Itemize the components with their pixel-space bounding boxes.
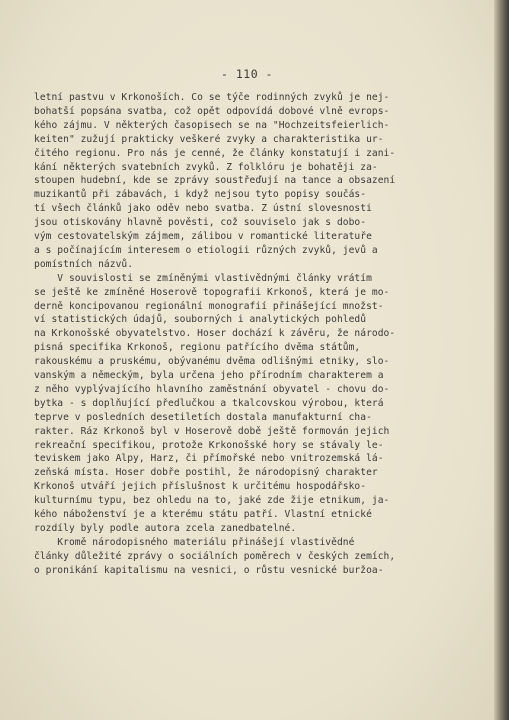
text-line: ví statistických údajů, souborných i analytických pohledů — [34, 314, 367, 326]
text-line: bytka - s doplňující předlučkou a tkalcovskou výrobou, která — [34, 397, 384, 409]
text-line: muzikantů při zábavách, i když nejsou tyto popisy součás- — [34, 189, 367, 201]
text-line: vanským a německým, byla určena jeho přírodním charakterem a — [34, 370, 384, 381]
text-line: kého zájmu. V některých časopisech se na "Hochzeitsfeierlich- — [34, 119, 390, 131]
text-line: Krkonoš utváří jejich příslušnost k určitému hospodářsko- — [34, 481, 367, 493]
text-line: teviskem jako Alpy, Harz, či přímořské nebo vnitrozemská lá- — [34, 453, 384, 465]
text-line: čitého regionu. Pro nás je cenné, že články konstatují i zani- — [34, 147, 396, 159]
text-line: rekreační specifikou, protože Krkonošské hory se stávaly le- — [34, 439, 384, 451]
page-edge-shadow — [494, 0, 509, 720]
text-line: rozdíly byly podle autora zcela zanedbatelné. — [34, 522, 297, 534]
text-line: bohatší popsána svatba, což opět odpovídá dobové vlně evrops- — [34, 105, 390, 117]
text-line: vým cestovatelským zájmem, zálibou v romantické literatuře — [34, 231, 372, 242]
page-number: - 110 - — [221, 67, 273, 81]
text-line: keiten" zužují prakticky veškeré zvyky a charakteristika ur- — [34, 133, 384, 145]
text-line: derně koncipovanou regionální monografií přinášející množst- — [34, 300, 384, 312]
text-line: kého náboženství je a kterému státu patří. Vlastní etnické — [34, 509, 372, 520]
text-line: pisná specifika Krkonoš, regionu patřícího dvěma státům, — [34, 342, 361, 354]
text-line: rakouskému a pruskému, obývanému dvěma odlišnými etniky, slo- — [34, 356, 390, 368]
text-line: o pronikání kapitalismu na vesnici, o růstu vesnické buržoa- — [34, 564, 384, 576]
text-line: články důležité zprávy o sociálních poměrech v českých zemích, — [34, 550, 396, 562]
text-line: letní pastvu v Krkonoších. Co se týče rodinných zvyků je nej- — [34, 92, 390, 103]
text-line: Kromě národopisného materiálu přinášejí vlastivědné — [34, 536, 355, 548]
text-line: pomístních názvů. — [34, 258, 134, 270]
text-line: rakter. Ráz Krkonoš byl v Hoserově době ještě formován jejich — [34, 425, 390, 437]
text-line: na Krkonošské obyvatelstvo. Hoser dochází k závěru, že národo- — [34, 328, 396, 340]
text-line: tí všech článků jako oděv nebo svatba. Z ústní slovesnosti — [34, 203, 372, 215]
text-line: kání některých svatebních zvyků. Z folklóru je bohatěji za- — [34, 161, 378, 173]
text-line: jsou otiskovány hlavně pověsti, což souviselo jak s dobo- — [34, 217, 367, 229]
text-line: stoupen hudební, kde se zprávy soustřeďují na tance a obsazení — [34, 175, 396, 187]
text-line: kulturnímu typu, bez ohledu na to, jaké zde žije etnikum, ja- — [34, 495, 390, 507]
text-line: se ještě ke zmíněné Hoserově topografii Krkonoš, která je mo- — [34, 286, 390, 298]
text-line: teprve v posledních desetiletích dostala manufakturní cha- — [34, 411, 372, 423]
text-line: V souvislosti se zmíněnými vlastivědnými články vrátím — [34, 272, 372, 284]
text-line: z něho vyplývajícího hlavního zaměstnání obyvatel - chovu do- — [34, 383, 390, 395]
text-line: a s počínajícím interesem o etiologii různých zvyků, jevů a — [34, 244, 378, 256]
text-line: zeňská místa. Hoser dobře postihl, že národopisný charakter — [34, 467, 378, 479]
